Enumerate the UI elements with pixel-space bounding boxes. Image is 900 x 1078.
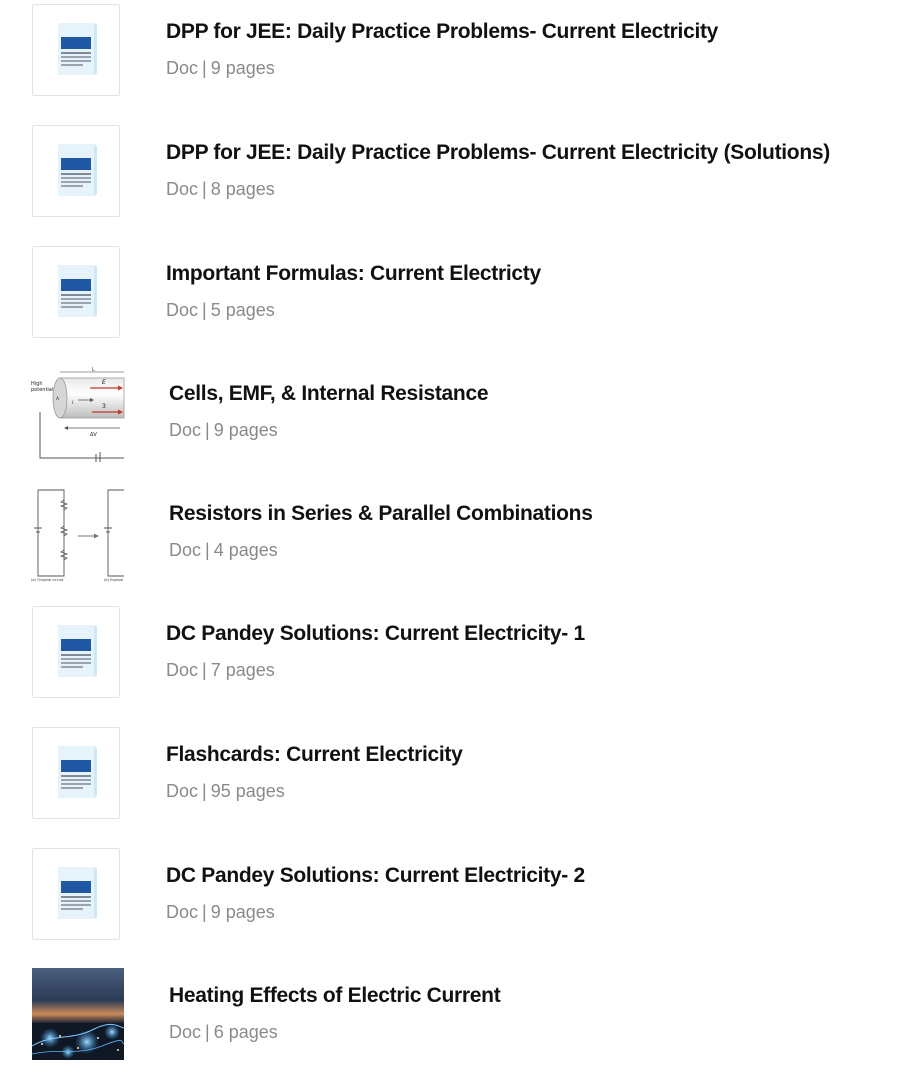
caption-a: (a) Original circuit: [31, 578, 64, 582]
item-meta: [166, 902, 275, 923]
high-label: High: [31, 381, 43, 387]
list-item[interactable]: [0, 482, 900, 582]
doc-thumbnail[interactable]: [32, 4, 120, 96]
meta-separator: |: [202, 300, 207, 320]
list-item[interactable]: [0, 602, 900, 702]
item-meta: [169, 540, 278, 561]
document-icon: [33, 126, 119, 216]
meta-separator: |: [205, 540, 210, 560]
document-icon: [33, 5, 119, 95]
item-type: Doc: [166, 660, 199, 680]
meta-separator: |: [202, 660, 207, 680]
circuit-diagram-image: [30, 366, 124, 462]
item-type: Doc: [166, 179, 199, 199]
doc-thumbnail[interactable]: [32, 125, 120, 217]
item-type: Doc: [166, 58, 199, 78]
item-type: Doc: [169, 420, 202, 440]
item-meta: [169, 1022, 278, 1043]
city-lights-photo: [32, 968, 124, 1060]
item-title[interactable]: DC Pandey Solutions: Current Electricity- 2: [166, 864, 585, 887]
list-item[interactable]: [0, 0, 900, 100]
item-title[interactable]: Cells, EMF, & Internal Resistance: [169, 382, 489, 405]
doc-thumbnail[interactable]: [32, 968, 124, 1060]
item-meta: [166, 179, 275, 200]
meta-separator: |: [202, 781, 207, 801]
delta-v-label: ΔV: [90, 432, 97, 438]
item-pages: 8 pages: [210, 179, 275, 199]
meta-separator: |: [205, 1022, 210, 1042]
list-item[interactable]: [0, 723, 900, 823]
item-type: Doc: [166, 300, 199, 320]
point-label: A: [56, 397, 60, 402]
item-meta: [166, 660, 275, 681]
item-pages: 9 pages: [213, 420, 278, 440]
current-label: 3: [102, 403, 106, 410]
item-pages: 9 pages: [210, 58, 275, 78]
meta-separator: |: [202, 179, 207, 199]
length-label: L: [92, 367, 95, 373]
resistor-diagram-image: [30, 486, 124, 582]
item-meta: [166, 58, 275, 79]
doc-thumbnail[interactable]: [32, 606, 120, 698]
item-pages: 5 pages: [210, 300, 275, 320]
doc-thumbnail[interactable]: [30, 486, 124, 582]
potential-label: potential: [31, 387, 54, 393]
meta-separator: |: [205, 420, 210, 440]
document-icon: [33, 607, 119, 697]
list-item[interactable]: [0, 242, 900, 342]
item-meta: [169, 420, 278, 441]
item-title[interactable]: Flashcards: Current Electricity: [166, 743, 463, 766]
document-icon: [33, 247, 119, 337]
list-item[interactable]: [0, 362, 900, 462]
item-type: Doc: [169, 1022, 202, 1042]
item-meta: [166, 300, 275, 321]
caption-b: (b) Equival: [104, 578, 124, 582]
field-label: E: [102, 379, 106, 386]
meta-separator: |: [202, 58, 207, 78]
item-title[interactable]: Important Formulas: Current Electricty: [166, 262, 541, 285]
item-pages: 7 pages: [210, 660, 275, 680]
list-item[interactable]: [0, 121, 900, 221]
item-pages: 4 pages: [213, 540, 278, 560]
item-title[interactable]: Resistors in Series & Parallel Combinations: [169, 502, 593, 525]
i-label: I: [72, 401, 74, 406]
doc-thumbnail[interactable]: [30, 366, 124, 458]
doc-thumbnail[interactable]: [32, 727, 120, 819]
item-type: Doc: [166, 781, 199, 801]
document-icon: [33, 849, 119, 939]
item-pages: 95 pages: [210, 781, 285, 801]
item-pages: 9 pages: [210, 902, 275, 922]
item-type: Doc: [169, 540, 202, 560]
item-title[interactable]: DC Pandey Solutions: Current Electricity- 1: [166, 622, 585, 645]
item-meta: [166, 781, 285, 802]
list-item[interactable]: [0, 844, 900, 944]
meta-separator: |: [202, 902, 207, 922]
doc-thumbnail[interactable]: [32, 848, 120, 940]
doc-thumbnail[interactable]: [32, 246, 120, 338]
item-pages: 6 pages: [213, 1022, 278, 1042]
item-type: Doc: [166, 902, 199, 922]
document-icon: [33, 728, 119, 818]
item-title[interactable]: DPP for JEE: Daily Practice Problems- Current Electricity (Solutions): [166, 141, 830, 164]
item-title[interactable]: Heating Effects of Electric Current: [169, 984, 501, 1007]
list-item[interactable]: [0, 964, 900, 1064]
item-title[interactable]: DPP for JEE: Daily Practice Problems- Current Electricity: [166, 20, 719, 43]
